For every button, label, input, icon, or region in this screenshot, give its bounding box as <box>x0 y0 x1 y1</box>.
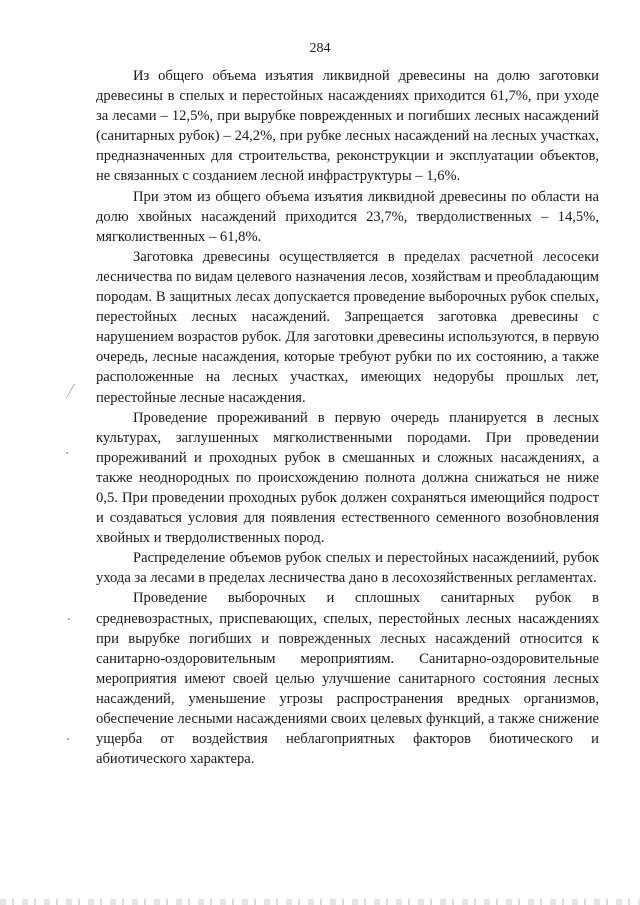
scan-artifact-dot <box>67 738 69 740</box>
scan-artifact-mark <box>66 384 82 398</box>
paragraph-volume-distribution: Распределение объемов рубок спелых и перестойных насаждениий, рубок ухода за лесами в пределах лесничества дано в лесохозяйственных регламентах. <box>96 550 599 587</box>
paragraph-harvest-rules: Заготовка древесины осуществляется в пределах расчетной лесосеки лесничества по видам целевого назначения лесов, хозяйствам и преобладающим породам. В защитных лесах допускается проведение выборочных рубок спелых, перестойных лесных насаждений. Запрещается заготовка древесины с нарушением возрастов рубок. Для заготовки древесины используются, в первую очередь, лесные насаждения, которые требуют рубки по их состоянию, а также расположенные на лесных участках, имеющих недорубы прошлых лет, перестойные лесные насаждения. <box>96 248 599 406</box>
paragraph-harvest-share: Из общего объема изъятия ликвидной древесины на долю заготовки древесины в спелых и перестойных насаждениях приходится 61,7%, при уходе за лесами – 12,5%, при вырубке поврежденных и погибших лесных насаждений (санитарных рубок) – 24,2%, при рубке лесных насаждений на лесных участках, предназначенных для строительства, реконструкции и эксплуатации объектов, не связанных с созданием лесной инфраструктуры – 1,6%. <box>96 68 599 185</box>
paragraph-sanitary-felling: Проведение выборочных и сплошных санитарных рубок в средневозрастных, приспевающих, спелых, перестойных лесных насаждениях при вырубке погибших и поврежденных лесных насаждений относится к санитарно-оздоровительным мероприятиям. Санитарно-оздоровительные мероприятия имеют своей целью улучшение санитарного состояния лесных насаждений, уменьшение угрозы распространения вредных организмов, обеспечение лесными насаждениями своих целевых функций, а также снижение ущерба от воздействия неблагоприятных факторов биотического и абиотического характера. <box>96 590 599 768</box>
body-text <box>96 66 599 769</box>
scan-artifact-dot <box>68 618 70 620</box>
scan-artifact-dot <box>66 452 68 454</box>
scan-bottom-edge <box>0 899 640 905</box>
paragraph-species-share: При этом из общего объема изъятия ликвидной древесины по области на долю хвойных насаждений приходится 23,7%, твердолиственных – 14,5%, мягколиственных – 61,8%. <box>96 188 599 245</box>
paragraph-thinning: Проведение прореживаний в первую очередь планируется в лесных культурах, заглушенных мягколиственными породами. При проведении прореживаний и проходных рубок в смешанных и сложных насаждениях, а также неоднородных по происхождению полнота должна снижаться не ниже 0,5. При проведении проходных рубок должен сохраняться имеющийся подрост и создаваться условия для появления естественного семенного возобновления хвойных и твердолиственных пород. <box>96 409 599 547</box>
page-number: 284 <box>309 41 331 56</box>
